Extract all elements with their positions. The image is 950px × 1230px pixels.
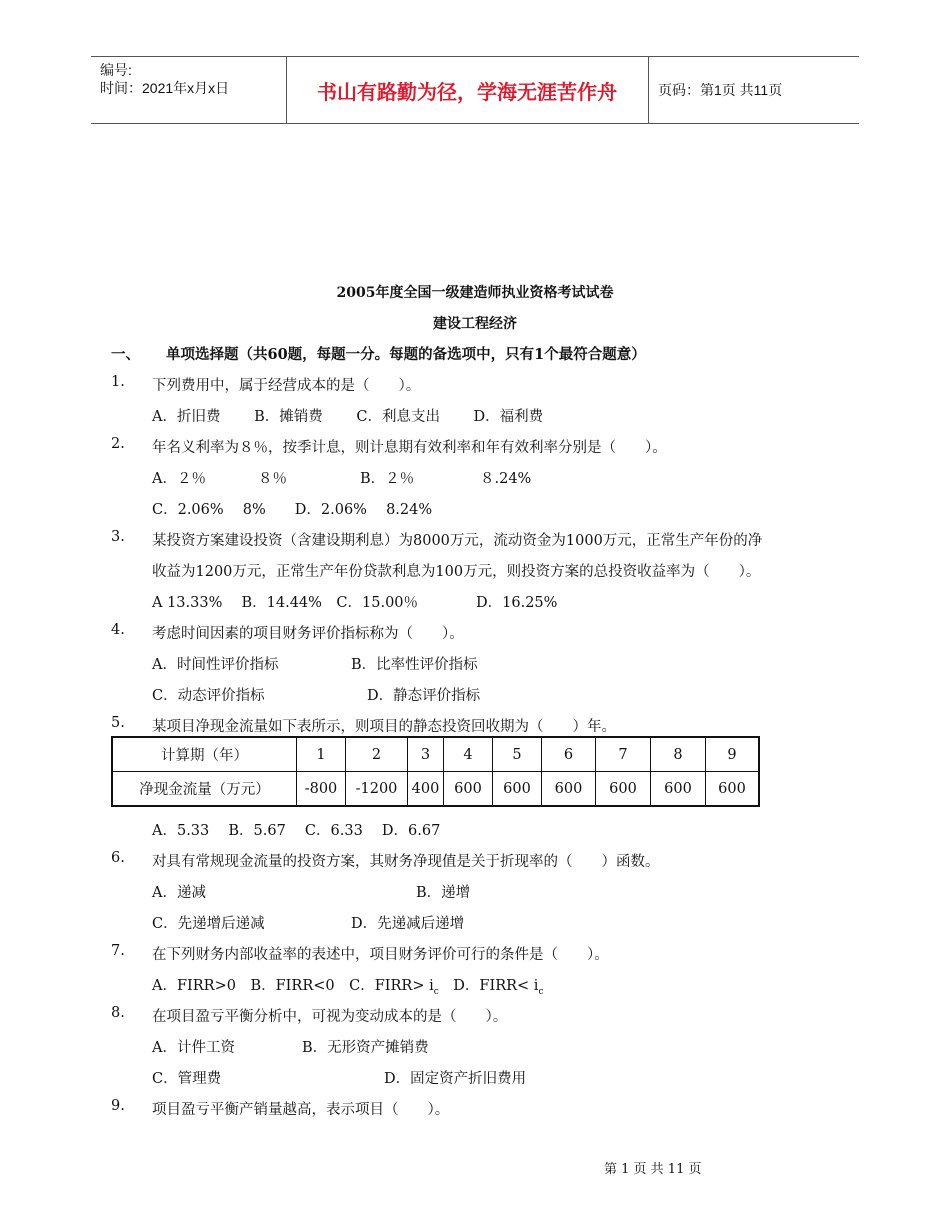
exam-subtitle: 建设工程经济 bbox=[433, 316, 517, 332]
table-header-cell: 净现金流量（万元） bbox=[112, 772, 297, 807]
header-meta bbox=[91, 57, 287, 123]
table-cell: 600 bbox=[596, 772, 651, 807]
table-cell: 3 bbox=[408, 737, 444, 772]
table-cell: 6 bbox=[542, 737, 596, 772]
question-4-number: 4. bbox=[111, 622, 125, 638]
question-7-options-abc: A．FIRR>0 B．FIRR<0 C．FIRR> i bbox=[152, 978, 434, 994]
doc-time-label: 时间：2021年x月x日 bbox=[100, 80, 230, 96]
header-motto: 书山有路勤为径，学海无涯苦作舟 bbox=[286, 57, 649, 123]
question-9-number: 9. bbox=[111, 1098, 125, 1114]
question-3-options: A 13.33% B．14.44% C．15.00％ D．16.25% bbox=[152, 595, 558, 611]
question-8-number: 8. bbox=[111, 1005, 125, 1021]
question-3-number: 3. bbox=[111, 529, 125, 545]
exam-title: 2005年度全国一级建造师执业资格考试试卷 bbox=[336, 285, 614, 301]
subscript-c: c bbox=[433, 986, 439, 997]
question-4-text: 考虑时间因素的项目财务评价指标称为（ ）。 bbox=[152, 626, 464, 642]
question-2-option-b-rate: ８.24% bbox=[480, 471, 532, 487]
question-8-option-a: A．计件工资 bbox=[152, 1040, 235, 1056]
section-number: 一、 bbox=[111, 346, 140, 363]
question-6-option-a: A．递减 bbox=[152, 885, 206, 901]
question-6-option-c: C．先递增后递减 bbox=[152, 916, 265, 932]
table-cell: 400 bbox=[408, 772, 444, 807]
table-cell: 7 bbox=[596, 737, 651, 772]
question-4-option-d: D．静态评价指标 bbox=[367, 688, 481, 704]
doc-code-label: 编号: bbox=[100, 62, 132, 78]
table-cell: 1 bbox=[297, 737, 346, 772]
page-footer: 第 1 页 共 11 页 bbox=[604, 1162, 702, 1177]
question-6-text: 对具有常规现金流量的投资方案，其财务净现值是关于折现率的（ ）函数。 bbox=[152, 854, 660, 870]
table-cell: 600 bbox=[706, 772, 760, 807]
table-cell: 600 bbox=[444, 772, 493, 807]
table-cell: 5 bbox=[493, 737, 542, 772]
question-7-options bbox=[152, 974, 544, 997]
question-2-option-b: B．２％ bbox=[360, 471, 415, 487]
question-7-text: 在下列财务内部收益率的表述中，项目财务评价可行的条件是（ ）。 bbox=[152, 947, 609, 963]
table-cell: 600 bbox=[651, 772, 706, 807]
table-cell: 600 bbox=[542, 772, 596, 807]
header-page-info: 页码：第1页 共11页 bbox=[658, 82, 783, 98]
table-cell: 4 bbox=[444, 737, 493, 772]
question-1-text: 下列费用中，属于经营成本的是（ ）。 bbox=[152, 378, 421, 394]
question-7-option-d: D．FIRR< i bbox=[438, 978, 539, 994]
question-6-option-b: B．递增 bbox=[416, 885, 471, 901]
table-header-cell: 计算期（年） bbox=[112, 737, 297, 772]
question-4-option-a: A．时间性评价指标 bbox=[152, 657, 279, 673]
question-6-option-d: D．先递减后递增 bbox=[351, 916, 465, 932]
question-4-option-b: B．比率性评价指标 bbox=[351, 657, 478, 673]
table-cell: 8 bbox=[651, 737, 706, 772]
question-2-option-a: A．２％ bbox=[152, 471, 206, 487]
question-3-text-line1: 某投资方案建设投资（含建设期利息）为8000万元，流动资金为1000万元，正常生产年份的净 bbox=[152, 533, 763, 549]
question-8-text: 在项目盈亏平衡分析中，可视为变动成本的是（ ）。 bbox=[152, 1009, 508, 1025]
section-title: 单项选择题（共60题，每题一分。每题的备选项中，只有1个最符合题意） bbox=[166, 346, 646, 363]
table-cell: -800 bbox=[297, 772, 346, 807]
question-4-option-c: C．动态评价指标 bbox=[152, 688, 265, 704]
question-1-number: 1. bbox=[111, 374, 125, 390]
question-7-number: 7. bbox=[111, 943, 125, 959]
question-5-text: 某项目净现金流量如下表所示，则项目的静态投资回收期为（ ）年。 bbox=[152, 719, 616, 735]
question-5-number: 5. bbox=[111, 715, 125, 731]
table-row bbox=[112, 737, 759, 772]
question-2-options-cd: C．2.06% 8% D．2.06% 8.24% bbox=[152, 502, 433, 518]
question-9-text: 项目盈亏平衡产销量越高，表示项目（ ）。 bbox=[152, 1102, 450, 1118]
question-6-number: 6. bbox=[111, 850, 125, 866]
question-1-options: A．折旧费 B．摊销费 C．利息支出 D．福利费 bbox=[152, 409, 544, 425]
question-2-option-a-rate: ８％ bbox=[258, 471, 287, 487]
question-2-number: 2. bbox=[111, 436, 125, 452]
subscript-c: c bbox=[538, 986, 544, 997]
question-8-option-b: B．无形资产摊销费 bbox=[302, 1040, 429, 1056]
page-header bbox=[91, 56, 859, 124]
question-8-option-d: D．固定资产折旧费用 bbox=[384, 1071, 527, 1087]
table-cell: 2 bbox=[346, 737, 408, 772]
question-5-options: A．5.33 B．5.67 C．6.33 D．6.67 bbox=[152, 823, 441, 839]
table-cell: 600 bbox=[493, 772, 542, 807]
table-row bbox=[112, 772, 759, 807]
question-8-option-c: C．管理费 bbox=[152, 1071, 222, 1087]
question-2-text: 年名义利率为８％，按季计息，则计息期有效利率和年有效利率分别是（ ）。 bbox=[152, 440, 667, 456]
table-cell: -1200 bbox=[346, 772, 408, 807]
table-cell: 9 bbox=[706, 737, 760, 772]
cashflow-table bbox=[111, 736, 760, 807]
question-3-text-line2: 收益为1200万元，正常生产年份贷款利息为100万元，则投资方案的总投资收益率为（ ）。 bbox=[152, 564, 761, 580]
